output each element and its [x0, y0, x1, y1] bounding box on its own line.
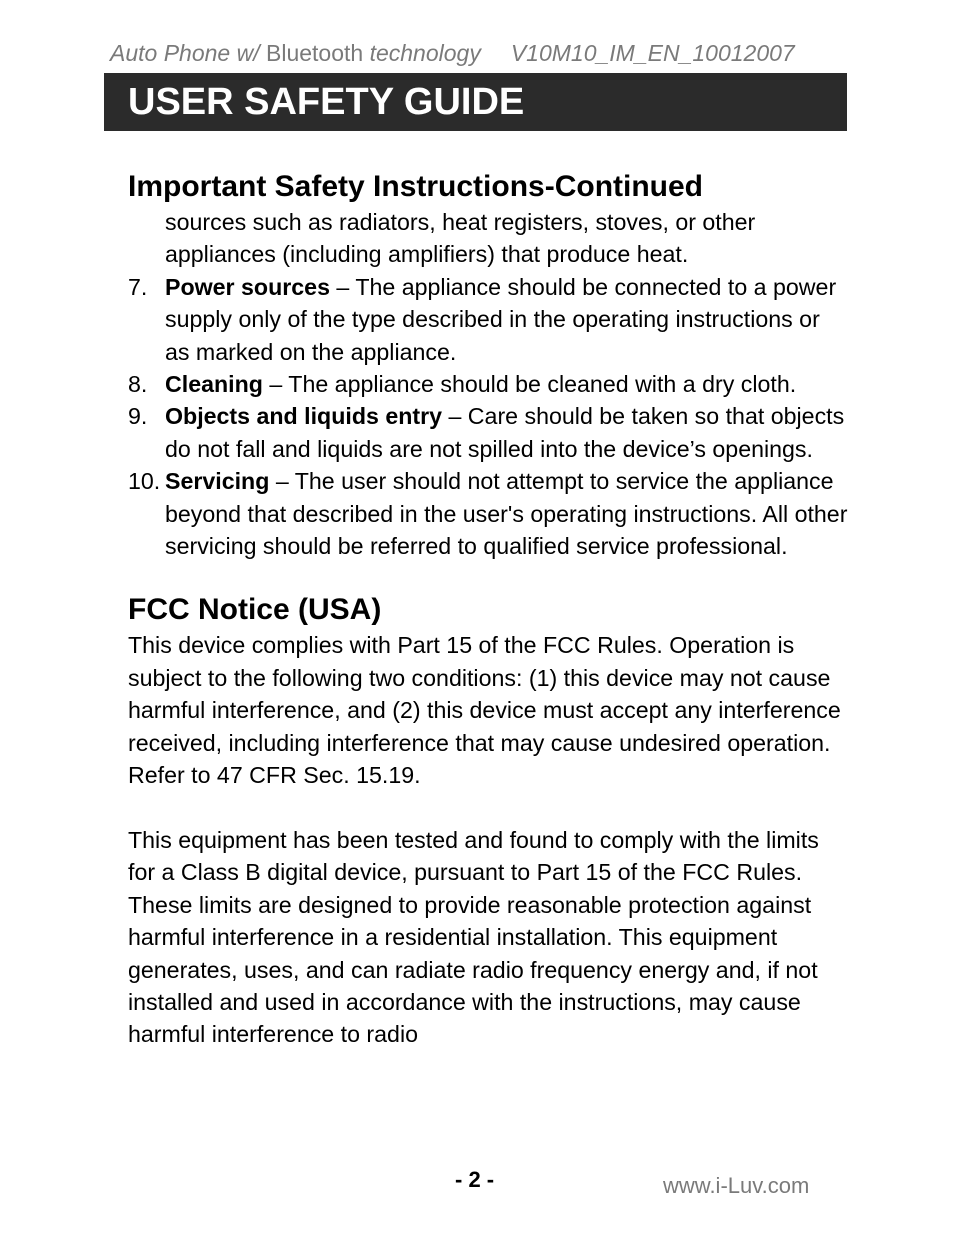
item-number: 9.: [128, 403, 148, 430]
item-term: Cleaning: [165, 371, 263, 398]
safety-heading: Important Safety Instructions-Continued: [128, 170, 704, 203]
item-text: – Care should be taken so that objects do not fall and liquids are not spilled into the device’s openings.: [165, 403, 845, 462]
fcc-paragraph-2: This equipment has been tested and found to comply with the limits for a Class B digital device, pursuant to Part 15 of the FCC Rules. These limits are designed to provide reasonable protection against harmful interference in a residential installation. This equipment generates, uses, and can radiate radio frequency energy and, if not installed and used in accordance with the instructions, may cause harmful interference to radio: [128, 826, 819, 1048]
header-product-prefix: Auto Phone w/: [110, 40, 260, 66]
safety-continuation: sources such as radiators, heat registers, stoves, or other appliances (including amplifiers) that produce heat.: [165, 209, 756, 268]
safety-item-9: [128, 400, 848, 465]
safety-item-10: [128, 465, 848, 562]
fcc-heading: FCC Notice (USA): [128, 593, 382, 627]
page-title: USER SAFETY GUIDE: [128, 81, 525, 123]
header-product-suffix: technology: [369, 40, 481, 66]
fcc-paragraph-1: This device complies with Part 15 of the FCC Rules. Operation is subject to the following two conditions: (1) this device may not cause harmful interference, and (2) this device must accept any interference received, including interference that may cause undesired operation. Refer to 47 CFR Sec. 15.19.: [128, 632, 841, 789]
header-doc-code: V10M10_IM_EN_10012007: [510, 40, 795, 66]
item-text: – The appliance should be connected to a power supply only of the type described in the operating instructions or as marked on the appliance.: [165, 273, 837, 365]
main-content: [128, 168, 848, 1051]
item-number: 10.: [128, 468, 161, 495]
title-banner: [104, 73, 847, 131]
item-text: – The user should not attempt to service the appliance beyond that described in the user's operating instructions. All other servicing should be referred to qualified service professional.: [165, 468, 848, 560]
item-term: Objects and liquids entry: [165, 403, 443, 430]
item-number: 7.: [128, 273, 148, 300]
website-link: www.i-Luv.com: [663, 1173, 810, 1198]
item-term: Power sources: [165, 273, 330, 300]
item-term: Servicing: [165, 468, 270, 495]
safety-item-8: [128, 368, 848, 400]
safety-item-7: [128, 271, 848, 368]
item-text: – The appliance should be cleaned with a dry cloth.: [262, 371, 797, 398]
page-number: - 2 -: [455, 1167, 495, 1192]
header-product-middle: Bluetooth: [259, 40, 370, 66]
item-number: 8.: [128, 371, 148, 398]
running-header: [110, 40, 795, 67]
